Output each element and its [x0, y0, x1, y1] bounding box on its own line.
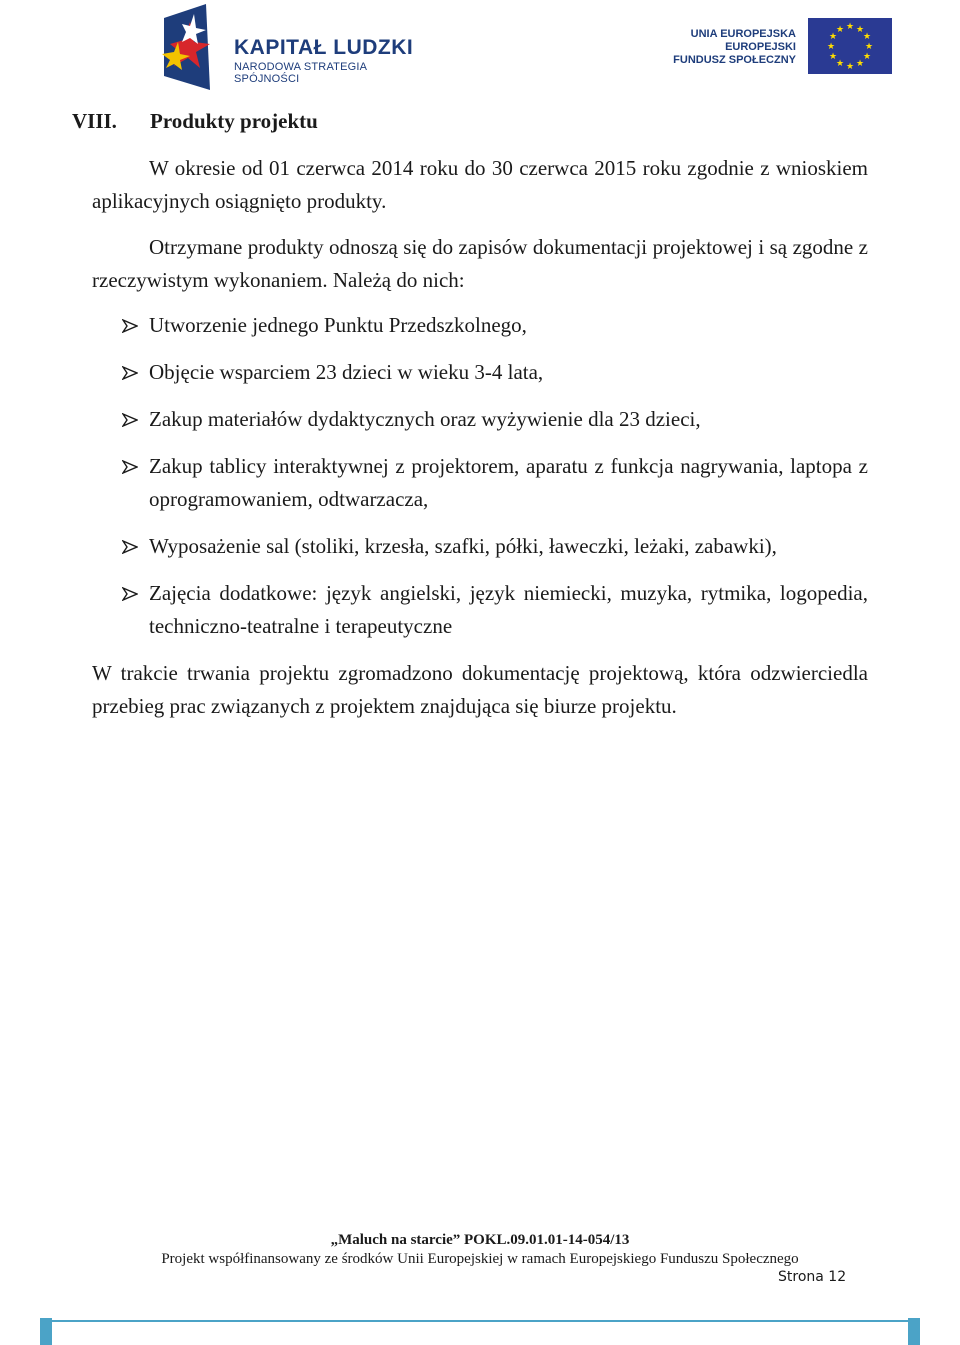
eu-line-3: FUNDUSZ SPOŁECZNY: [673, 54, 796, 66]
list-item: [92, 530, 868, 563]
list-item-text: Zakup tablicy interaktywnej z projektorem, aparatu z funkcja nagrywania, laptopa z oprogramowaniem, odtwarzacza,: [149, 454, 868, 511]
svg-text:★: ★: [835, 25, 845, 35]
page-footer: [0, 1230, 960, 1268]
arrowhead-bullet-icon: [122, 540, 138, 554]
kapital-ludzki-subtitle: NARODOWA STRATEGIA SPÓJNOŚCI: [234, 61, 367, 85]
eu-logo-text: [673, 28, 796, 67]
kapital-ludzki-emblem-icon: [160, 4, 218, 90]
paragraph-1: W okresie od 01 czerwca 2014 roku do 30 czerwca 2015 roku zgodnie z wnioskiem aplikacyjnych osiągnięto produkty.: [92, 156, 868, 213]
list-item-text: Zajęcia dodatkowe: język angielski, język niemiecki, muzyka, rytmika, logopedia, techniczno-teatralne i terapeutyczne: [149, 581, 868, 638]
svg-text:★: ★: [855, 59, 865, 69]
page-header: [0, 0, 960, 100]
arrowhead-bullet-icon: [122, 366, 138, 380]
svg-text:★: ★: [862, 52, 872, 62]
paragraph-2: Otrzymane produkty odnoszą się do zapisów dokumentacji projektowej i są zgodne z rzeczywistym wykonaniem. Należą do nich:: [92, 235, 868, 292]
eu-line-2: EUROPEJSKI: [725, 41, 796, 53]
arrowhead-bullet-icon: [122, 587, 138, 601]
list-item-text: Wyposażenie sal (stoliki, krzesła, szafki, półki, ławeczki, leżaki, zabawki),: [149, 534, 777, 558]
kapital-ludzki-title: KAPITAŁ LUDZKI: [234, 36, 414, 59]
bottom-left-marker: [40, 1318, 52, 1345]
bottom-border: [40, 1318, 920, 1345]
svg-text:★: ★: [828, 52, 838, 62]
arrowhead-bullet-icon: [122, 413, 138, 427]
svg-text:★: ★: [826, 42, 836, 52]
bottom-rule: [40, 1320, 920, 1322]
section-number: VIII.: [72, 109, 117, 133]
svg-text:★: ★: [835, 59, 845, 69]
eu-line-1: UNIA EUROPEJSKA: [690, 28, 796, 40]
footer-funding-note: Projekt współfinansowany ze środków Unii Europejskiej w ramach Europejskiego Funduszu Społecznego: [161, 1251, 799, 1267]
arrowhead-bullet-icon: [122, 319, 138, 333]
list-item-text: Zakup materiałów dydaktycznych oraz wyżywienie dla 23 dzieci,: [149, 407, 701, 431]
arrowhead-bullet-icon: [122, 460, 138, 474]
list-item-text: Utworzenie jednego Punktu Przedszkolnego,: [149, 313, 527, 337]
bottom-right-marker: [908, 1318, 920, 1345]
list-item-text: Objęcie wsparciem 23 dzieci w wieku 3-4 lata,: [149, 360, 544, 384]
section-heading: [72, 104, 868, 138]
svg-text:★: ★: [862, 32, 872, 42]
svg-text:★: ★: [864, 42, 874, 52]
document-body: [72, 104, 868, 723]
svg-text:★: ★: [845, 62, 855, 72]
svg-text:★: ★: [855, 25, 865, 35]
products-list: [92, 309, 868, 643]
eu-flag-icon: [808, 18, 892, 74]
svg-text:★: ★: [845, 22, 855, 32]
list-item: [92, 403, 868, 436]
closing-paragraph: W trakcie trwania projektu zgromadzono dokumentację projektową, która odzwierciedla przebieg prac związanych z projektem znajdująca się biurze projektu.: [92, 661, 868, 718]
eu-efs-logo: [660, 18, 900, 78]
section-title: Produkty projektu: [150, 109, 318, 133]
page-number: Strona 12: [778, 1269, 847, 1285]
list-item: [92, 450, 868, 516]
list-item: [92, 356, 868, 389]
list-item: [92, 309, 868, 342]
kapital-ludzki-logo: [160, 4, 430, 90]
footer-project-id: „Maluch na starcie” POKL.09.01.01-14-054/13: [330, 1232, 630, 1248]
svg-text:★: ★: [828, 32, 838, 42]
list-item: [92, 577, 868, 643]
